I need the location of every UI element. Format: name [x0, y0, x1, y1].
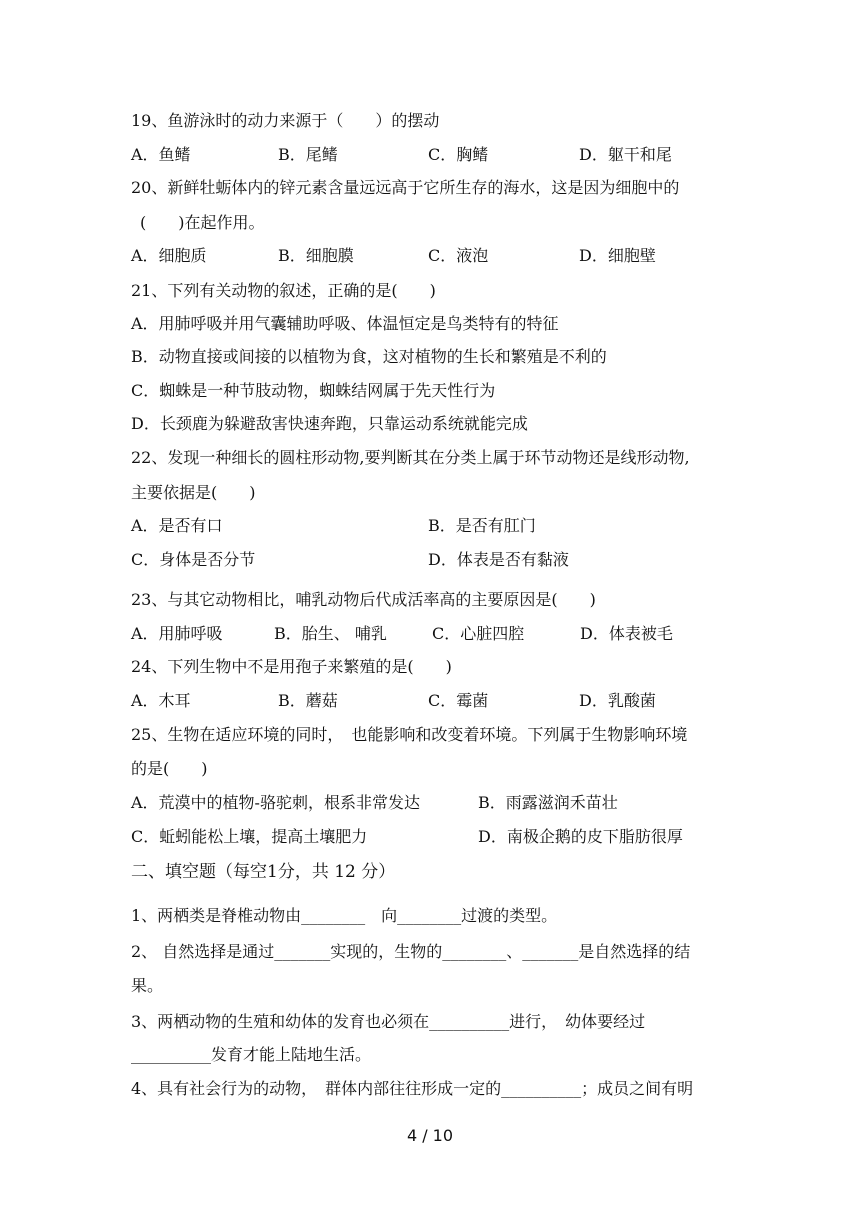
q24-option-a: A．木耳: [131, 691, 191, 710]
q24-stem: 24、下列生物中不是用孢子来繁殖的是( ): [131, 657, 452, 676]
q24-option-c: C．霉菌: [428, 691, 489, 710]
q20-stem-line2: ( )在起作用。: [140, 213, 265, 232]
q20-option-a: A．细胞质: [131, 246, 207, 265]
q21-option-c: C．蜘蛛是一种节肢动物，蜘蛛结网属于先天性行为: [131, 381, 496, 400]
q25-option-d: D．南极企鹅的皮下脂肪很厚: [478, 827, 683, 846]
q22-option-a: A．是否有口: [131, 516, 223, 535]
q19-option-c: C．胸鳍: [428, 145, 489, 164]
q19-option-d: D．躯干和尾: [579, 145, 672, 164]
q25-stem-line1: 25、生物在适应环境的同时， 也能影响和改变着环境。下列属于生物影响环境: [131, 725, 688, 744]
section2-title: 二、填空题（每空1分，共 12 分）: [131, 862, 396, 882]
q25-option-c: C．蚯蚓能松上壤，提高土壤肥力: [131, 827, 368, 846]
fill-q3-line2: __________发育才能上陆地生活。: [131, 1045, 372, 1064]
q20-option-b: B．细胞膜: [278, 246, 354, 265]
q24-option-b: B．蘑菇: [278, 691, 338, 710]
q24-option-d: D．乳酸菌: [579, 691, 656, 710]
q21-option-a: A．用肺呼吸并用气囊辅助呼吸、体温恒定是鸟类特有的特征: [131, 314, 559, 333]
page-number: 4 / 10: [406, 1126, 454, 1145]
q20-stem-line1: 20、新鲜牡蛎体内的锌元素含量远远高于它所生存的海水，这是因为细胞中的: [131, 178, 680, 197]
fill-q2-line1: 2、 自然选择是通过_______实现的，生物的________、_______是自然选择的结: [131, 942, 691, 961]
q20-option-d: D．细胞壁: [579, 246, 656, 265]
fill-q2-line2: 果。: [131, 976, 164, 995]
q21-stem: 21、下列有关动物的叙述，正确的是( ): [131, 281, 436, 300]
fill-q3-line1: 3、两栖动物的生殖和幼体的发育也必须在__________进行， 幼体要经过: [131, 1012, 646, 1031]
q19-option-a: A．鱼鳍: [131, 145, 191, 164]
q25-stem-line2: 的是( ): [131, 759, 208, 778]
q22-option-d: D．体表是否有黏液: [428, 550, 569, 569]
q23-option-a: A．用肺呼吸: [131, 624, 223, 643]
q23-option-d: D．体表被毛: [580, 624, 673, 643]
q19-stem: 19、鱼游泳时的动力来源于（ ）的摆动: [131, 111, 440, 130]
fill-q1: 1、两栖类是脊椎动物由________ 向________过渡的类型。: [131, 906, 558, 925]
q25-option-b: B．雨露滋润禾苗壮: [478, 793, 618, 812]
q21-option-d: D．长颈鹿为躲避敌害快速奔跑，只靠运动系统就能完成: [131, 414, 528, 433]
q23-stem: 23、与其它动物相比，哺乳动物后代成活率高的主要原因是( ): [131, 590, 596, 609]
q23-option-b: B．胎生、 哺乳: [274, 624, 387, 643]
q22-option-c: C．身体是否分节: [131, 550, 256, 569]
q20-option-c: C．液泡: [428, 246, 489, 265]
q21-option-b: B．动物直接或间接的以植物为食，这对植物的生长和繁殖是不利的: [131, 347, 607, 366]
q22-option-b: B．是否有肛门: [428, 516, 536, 535]
q22-stem-line2: 主要依据是( ): [131, 483, 256, 502]
q23-option-c: C．心脏四腔: [432, 624, 525, 643]
fill-q4-line1: 4、具有社会行为的动物， 群体内部往往形成一定的__________；成员之间有明: [131, 1079, 694, 1098]
q22-stem-line1: 22、发现一种细长的圆柱形动物,要判断其在分类上属于环节动物还是线形动物,: [131, 448, 690, 467]
q19-option-b: B．尾鳍: [278, 145, 338, 164]
q25-option-a: A．荒漠中的植物-骆驼刺，根系非常发达: [131, 793, 420, 812]
